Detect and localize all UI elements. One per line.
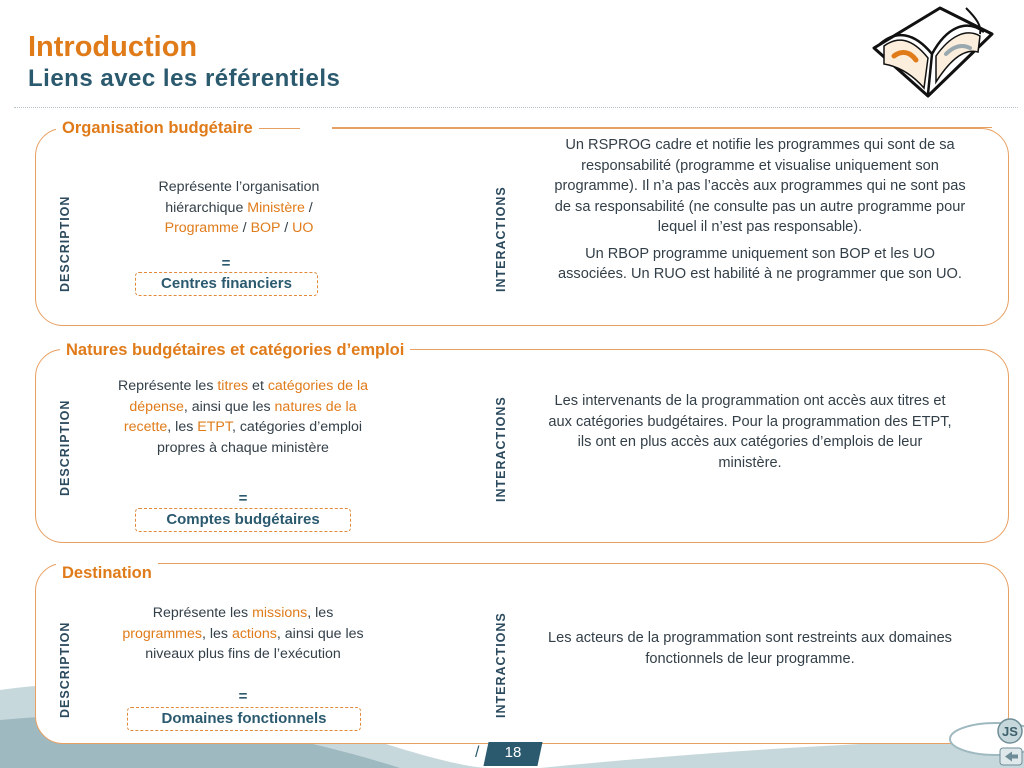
desc-highlight: missions [252,605,308,621]
desc-highlight: BOP [250,220,281,236]
logo-text: JS [1002,724,1018,739]
interaction-text: Les intervenants de la programmation ont accès aux titres et aux catégories budgétaires. Pour la programmation des ETPT, ils ont en plus accès aux catégories d’emplois de leur ministère. [548,393,952,471]
section-interactions [554,135,966,291]
open-book-icon [866,4,998,100]
section-title-rule [332,127,992,128]
section-title: Organisation budgétaire [56,118,259,138]
desc-text: , les [307,605,334,621]
interaction-text: Les acteurs de la programmation sont restreints aux domaines fonctionnels de leur programme. [548,630,952,667]
title-gap [300,118,332,138]
section-description [108,376,378,458]
desc-highlight: Programme [164,220,239,236]
desc-text: , catégories d’emploi propres à chaque ministère [157,419,363,456]
interactions-label: INTERACTIONS [494,612,508,718]
result-box: Domaines fonctionnels [127,707,361,731]
desc-text: , les [167,419,198,435]
result-box: Centres financiers [135,272,318,296]
interaction-text: Un RBOP programme uniquement son BOP et les UO associées. Un RUO est habilité à ne programmer que son UO. [558,245,962,282]
desc-highlight: UO [292,220,314,236]
page-number: 18 [504,744,522,761]
description-label: DESCRIPTION [58,195,72,292]
result-box: Comptes budgétaires [135,508,351,532]
section-interactions [548,391,952,479]
description-label: DESCRIPTION [58,621,72,718]
desc-highlight: catégories de la dépense [129,378,368,415]
desc-text: Représente les [152,605,253,621]
desc-text: / [304,199,313,216]
desc-highlight: Ministère [247,199,305,216]
equals-sign: = [238,490,248,507]
desc-text: Représente les [117,378,218,394]
interactions-label: INTERACTIONS [494,186,508,292]
desc-text: , ainsi que les niveaux plus fins de l’exécution [145,625,364,662]
page-title: Introduction [28,31,198,63]
desc-highlight: programmes [122,625,202,642]
section-title: Destination [56,563,158,583]
desc-highlight: titres [217,378,249,394]
desc-text: / [280,220,293,236]
desc-text: / [238,220,251,236]
desc-text: Représente l’organisation hiérarchique [158,179,320,216]
description-label: DESCRIPTION [58,399,72,496]
section-description [134,177,344,239]
back-arrow-icon[interactable] [1000,748,1022,765]
page-subtitle: Liens avec les référentiels [28,65,341,92]
interaction-text: Un RSPROG cadre et notifie les programmes qui sont de sa responsabilité (programme et visualise uniquement son programme). Il n’a pas l’accès aux programmes qui ne sont pas de sa responsabilité (ne consulte pas un autre programme pour lequel il n’est pas responsable). [554,137,966,235]
header-divider [14,107,1018,108]
desc-text: , les [201,625,232,642]
section-title: Natures budgétaires et catégories d’emploi [60,340,410,360]
desc-highlight: actions [231,625,277,642]
equals-sign: = [238,688,248,705]
logo [946,715,1024,768]
section-interactions [548,628,952,675]
interactions-label: INTERACTIONS [494,396,508,502]
desc-highlight: natures de la recette [123,398,357,435]
desc-highlight: ETPT [197,419,232,435]
section-description [120,603,366,665]
desc-text: , ainsi que les [183,398,275,415]
desc-text: et [248,378,268,394]
equals-sign: = [221,255,231,272]
page-separator: / [475,744,480,761]
